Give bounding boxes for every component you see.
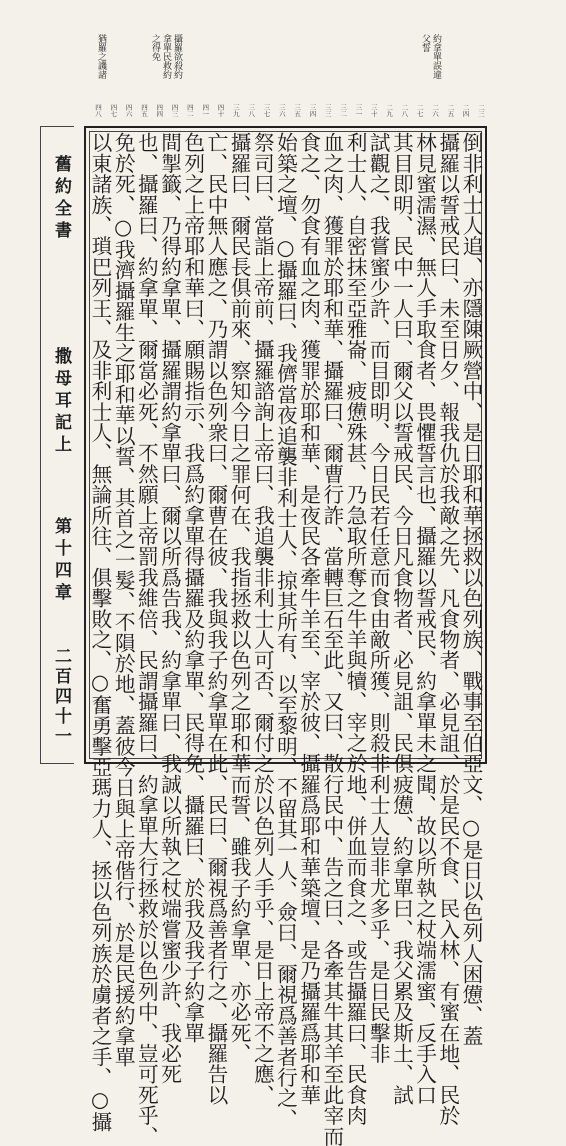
headnote-line: 約拿單誤違 — [431, 34, 441, 79]
verse-number: 三一 — [354, 104, 363, 117]
body-column: 以東諸族、瑣巴列王、及非利士人、無論所往、俱擊敗之、○奮勇擊亞瑪力人、拯以色列族於虜者之手、○攝 — [88, 132, 112, 1133]
text-frame — [84, 126, 487, 1146]
verse-number: 二七 — [415, 104, 424, 117]
headnote-left — [96, 34, 106, 79]
verse-number: 三七 — [262, 104, 271, 117]
body-column: 亡、民中無人應之、乃謂以色列衆曰、爾曹在彼、我與我子約拿單在此、民曰、爾視爲善者行之、攝羅告以 — [203, 132, 228, 1105]
verse-number: 二九 — [385, 104, 394, 117]
page-number: 二百四十一 — [51, 647, 71, 747]
body-column: 攝羅以誓戒民曰、未至日夕、報我仇於我敵之先、凡食物者、必見詛、於是民不食、民入林、有蜜在地、民於 — [435, 132, 460, 1126]
body-column: 間掣籤、乃得約拿單、攝羅謂約拿單曰、爾以所爲告我、約拿單曰、我誠以所執之杖端嘗蜜少許、我必死 — [157, 132, 182, 1085]
book-title: 舊約全書 — [51, 155, 71, 243]
verse-number: 二六 — [431, 104, 440, 117]
body-column: 利士人、自密抹至亞雅崙、疲憊殊甚、乃急取所奪之牛羊與犢、宰之於地、併血而食之、或告攝羅曰、民食肉 — [343, 132, 368, 1126]
verse-number: 四二 — [185, 104, 194, 117]
verse-number: 三五 — [293, 104, 302, 117]
verse-number: 三四 — [308, 104, 317, 117]
verse-number: 三二 — [339, 104, 348, 117]
page-margin — [40, 126, 74, 764]
verse-number: 三九 — [231, 104, 240, 117]
verse-number: 四六 — [124, 104, 133, 117]
body-column: 色列之上帝耶和華曰、願賜指示、我爲約拿單得攝羅及約拿單、民得免、攝羅曰、於我及我子約拿單 — [180, 132, 205, 1043]
verse-number: 二四 — [461, 104, 470, 117]
chapter-book: 撒母耳記上 — [51, 347, 71, 457]
headnote-middle — [150, 34, 182, 79]
body-column: 免於死、○我濟攝羅生之耶和華以誓、其首之一髮、不隕於地、蓋彼今日與上帝偕行、於是民援約拿單 — [111, 132, 136, 1067]
verse-number: 四十 — [216, 104, 225, 117]
verse-number: 二三 — [477, 104, 485, 117]
body-column: 也、攝羅曰、約拿單、爾當必死、不然願上帝罰我維倍、民謂攝羅曰、約拿單大行拯救於以色列中、豈可死乎、 — [134, 132, 159, 1146]
verse-number: 四七 — [109, 104, 118, 117]
verse-number: 四五 — [139, 104, 148, 117]
verse-number: 三十 — [369, 104, 378, 117]
headnote-line: 拿單民救約 — [161, 34, 171, 79]
verse-number: 四八 — [94, 104, 102, 117]
headnote-line: 攝羅欲殺約 — [172, 34, 182, 79]
body-column: 食之、勿食有血之肉、獲罪於耶和華、是夜民各牽牛羊至、宰於彼、攝羅爲耶和華築壇、是乃攝羅爲耶和華 — [296, 132, 321, 1105]
body-column: 林見蜜濡濕、無人手取食者、畏懼誓言也、攝羅以誓戒民、約拿單未之聞、故以所執之杖端濡蜜、反手入口 — [412, 132, 437, 1105]
verse-number-row — [90, 104, 485, 128]
body-column: 倒非利士人追、亦隱陳厥營中、是日耶和華拯救以色列族、戰事至伯亞文、○是日以色列人困憊、蓋 — [459, 132, 483, 1047]
verse-number: 四三 — [170, 104, 179, 117]
body-column: 攝羅曰、爾民長俱前來、察知今日之罪何在、我指拯救以色列之耶和華而誓、雖我子約拿單、亦必死、 — [227, 132, 252, 1064]
body-column: 始築之壇、○攝羅曰、我儕當夜追襲非利士人、掠其所有、以至黎明、不留其一人、僉曰、爾視爲善者行之、 — [273, 132, 298, 1129]
verse-number: 三八 — [247, 104, 256, 117]
body-column: 血之肉、獲罪於耶和華、攝羅曰、爾曹行詐、當轉巨石至此、又曰、散行民中、告之曰、各牽其牛其羊至此宰而 — [319, 132, 344, 1146]
headnote-right — [420, 34, 441, 79]
verse-number: 四一 — [201, 104, 210, 117]
verse-number: 三六 — [277, 104, 286, 117]
body-column: 祭司曰、當詣上帝前、攝羅諮詢上帝曰、我追襲非利士人可否、爾付之於以色列人手乎、是日上帝不之應、 — [250, 132, 275, 1105]
body-columns — [88, 132, 483, 1146]
headnote-line: 父誓 — [420, 34, 430, 52]
verse-number: 二八 — [400, 104, 409, 117]
body-column: 其目即明、民中一人曰、爾父以誓戒民、今日凡食物者、必見詛、民俱疲憊、約拿單曰、我父累及斯土、試 — [389, 132, 414, 1105]
body-column: 試觀之、我嘗蜜少許、而目即明、今日民若任意而食由敵所獲、則殺非利士人豈非尤多乎、是日民擊非 — [366, 132, 391, 1064]
chapter-number: 第十四章 — [51, 517, 71, 605]
verse-number: 三三 — [323, 104, 332, 117]
headnote-line: 之得免 — [150, 34, 160, 61]
verse-number: 四四 — [155, 104, 164, 117]
headnote-line: 猶羅之譏諸 — [96, 34, 106, 79]
verse-number: 二五 — [446, 104, 455, 117]
